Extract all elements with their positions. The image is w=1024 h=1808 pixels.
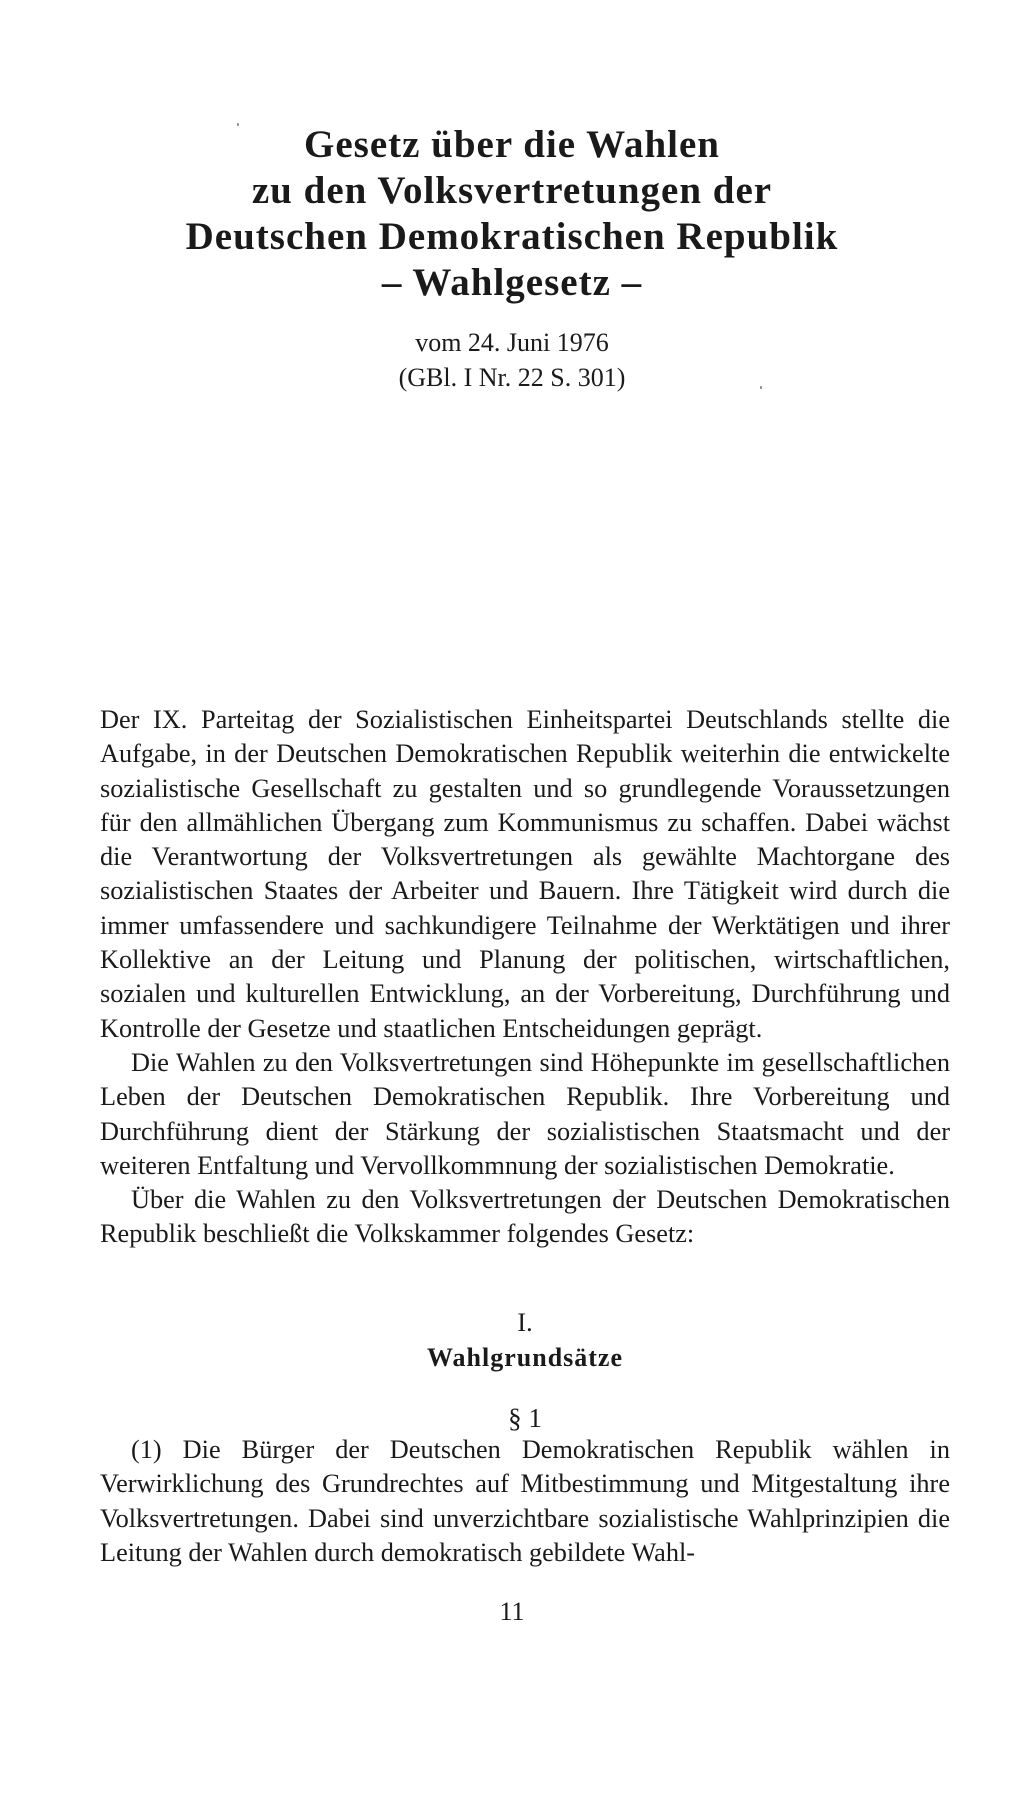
- preamble: [100, 703, 950, 1252]
- title-line-3: Deutschen Demokratischen Republik: [185, 215, 839, 258]
- title-line-2: zu den Volksvertretungen der: [251, 169, 773, 212]
- preamble-paragraph-1: Der IX. Parteitag der Sozialistischen Einheitspartei Deutschlands stellte die Aufgabe, in der Deutschen Demokratischen Republik weiterhin die entwickelte sozialistische Gesellschaft zu gestalten und so grundlegende Voraussetzungen für den allmählichen Übergang zum Kommunismus zu schaffen. Dabei wächst die Verantwortung der Volksvertretungen als gewählte Machtorgane des sozialistischen Staates der Arbeiter und Bauern. Ihre Tätigkeit wird durch die immer umfassendere und sachkundigere Teilnahme der Werktätigen und ihrer Kollektive an der Leitung und Planung der politischen, wirtschaftlichen, sozialen und kulturellen Entwicklung, an der Vorbereitung, Durchführung und Kontrolle der Gesetze und staatlichen Entscheidungen geprägt.: [100, 705, 950, 1043]
- title-line-4: – Wahlgesetz –: [381, 261, 643, 304]
- law-title: [100, 122, 924, 306]
- section-heading: [100, 1306, 950, 1376]
- law-date: vom 24. Juni 1976: [415, 328, 609, 357]
- law-subtitle: [100, 325, 924, 395]
- section-number: I.: [517, 1308, 533, 1337]
- preamble-paragraph-3: Über die Wahlen zu den Volksvertretungen der Deutschen Demokratischen Republik beschließt die Volkskammer folgendes Gesetz:: [100, 1185, 950, 1249]
- title-line-1: Gesetz über die Wahlen: [304, 123, 720, 166]
- paragraph-heading: § 1: [508, 1403, 542, 1433]
- paragraph-1-body: [100, 1433, 950, 1570]
- gazette-reference: (GBl. I Nr. 22 S. 301): [398, 363, 626, 392]
- print-speck: [760, 386, 762, 389]
- page-number: 11: [499, 1597, 525, 1626]
- paragraph-1-text: (1) Die Bürger der Deutschen Demokratischen Republik wählen in Verwirklichung des Grundrechtes auf Mitbestimmung und Mitgestaltung ihre Volksvertretungen. Dabei sind unverzichtbare sozialistische Wahlprinzipien die Leitung der Wahlen durch demokratisch gebildete Wahl-: [100, 1435, 950, 1567]
- preamble-paragraph-2: Die Wahlen zu den Volksvertretungen sind Höhepunkte im gesellschaftlichen Leben der Deutschen Demokratischen Republik. Ihre Vorbereitung und Durchführung dient der Stärkung der sozialistischen Staatsmacht und der weiteren Entfaltung und Vervollkommnung der sozialistischen Demokratie.: [100, 1047, 950, 1180]
- section-title: Wahlgrundsätze: [426, 1343, 624, 1372]
- print-speck: [237, 123, 239, 126]
